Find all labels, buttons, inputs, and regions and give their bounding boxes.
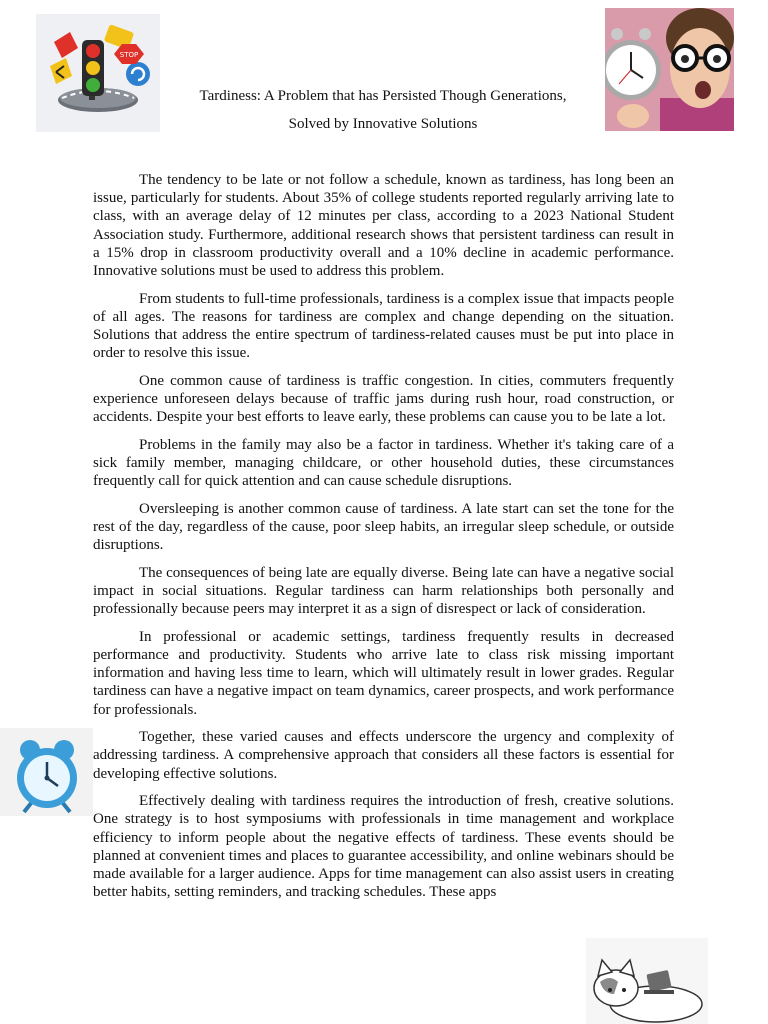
alarm-clock-icon bbox=[0, 728, 93, 816]
paragraph: In professional or academic settings, tardiness frequently results in decreased performance and productivity. Students who arrive late to class risk missing important information and having less time to learn, which will ultimately result in lower grades. Regular tardiness can have a negative impact on team dynamics, career prospects, and work performance for professionals. bbox=[93, 628, 674, 718]
paragraph: Problems in the family may also be a factor in tardiness. Whether it's taking care of a sick family member, managing childcare, or other household duties, these circumstances frequently call for quick attention and can cause schedule disruptions. bbox=[93, 436, 674, 490]
paragraph: Together, these varied causes and effects underscore the urgency and complexity of addressing tardiness. A comprehensive approach that considers all these factors is essential for developing effective solutions. bbox=[93, 729, 674, 782]
traffic-light-icon bbox=[36, 14, 160, 132]
blue-alarm-clock-illustration bbox=[0, 728, 93, 816]
document-body bbox=[93, 171, 674, 911]
cat-with-laptop-illustration bbox=[586, 938, 708, 1024]
document-title-line-2: Solved by Innovative Solutions bbox=[288, 116, 478, 132]
paragraph: Oversleeping is another common cause of tardiness. A late start can set the tone for the rest of the day, regardless of the cause, poor sleep habits, an irregular sleep schedule, or outside disruptions. bbox=[93, 500, 674, 554]
paragraph: One common cause of tardiness is traffic congestion. In cities, commuters frequently experience unforeseen delays because of traffic jams during rush hour, road construction, or accidents. Despite your best efforts to leave early, these problems can cause you to be late a lot. bbox=[93, 372, 674, 426]
cat-with-laptop-icon bbox=[586, 938, 708, 1024]
paragraph: From students to full-time professionals, tardiness is a complex issue that impacts people of all ages. The reasons for tardiness are complex and change depending on the situation. Solutions that address the entire spectrum of tardiness-related causes must be put into place in order to resolve this issue. bbox=[93, 290, 674, 362]
paragraph: The tendency to be late or not follow a schedule, known as tardiness, has long been an issue, particularly for students. About 35% of college students reported regularly arriving late to class, with an average delay of 12 minutes per class, according to a 2023 National Student Association study. Furthermore, additional research shows that persistent tardiness can result in a 15% drop in classroom productivity overall and a 10% decline in academic performance. Innovative solutions must be used to address this problem. bbox=[93, 172, 674, 280]
document-title-line-1: Tardiness: A Problem that has Persisted Though Generations, bbox=[199, 88, 567, 104]
traffic-light-illustration bbox=[36, 14, 160, 132]
svg-text:STOP: STOP bbox=[119, 51, 139, 59]
woman-with-alarm-clock-icon bbox=[605, 8, 734, 131]
woman-with-clock-photo bbox=[605, 8, 734, 131]
paragraph: Effectively dealing with tardiness requires the introduction of fresh, creative solutions. One strategy is to host symposiums with professionals in time management and workplace efficiency to inform people about the negative effects of tardiness. These events should be planned at convenient times and places to guarantee accessibility, and online webinars should be made available for a larger audience. Apps for time management can also assist users in creating better habits, setting reminders, and tracking schedules. These apps bbox=[93, 793, 674, 901]
paragraph: The consequences of being late are equally diverse. Being late can have a negative social impact in social situations. Regular tardiness can harm relationships both personally and professionally because peers may interpret it as a sign of disrespect or lack of consideration. bbox=[93, 564, 674, 618]
